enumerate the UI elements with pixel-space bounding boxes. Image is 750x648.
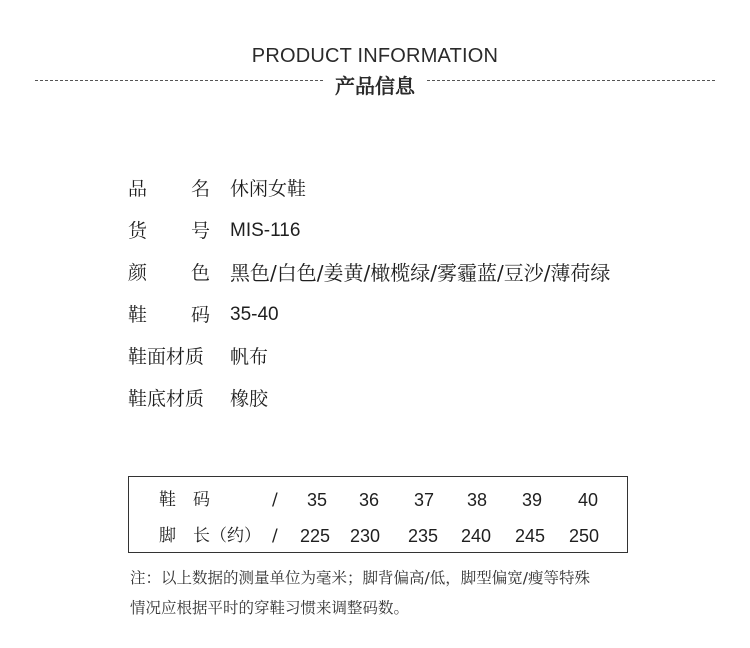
spec-label: 颜 色 [128, 262, 210, 284]
spec-label: 货 号 [128, 220, 210, 242]
spec-label: 鞋 码 [128, 304, 210, 326]
spec-value-product-name: 休闲女鞋 [230, 178, 307, 200]
spec-value-upper-material: 帆布 [230, 346, 269, 368]
size-cell: 40 [577, 490, 599, 510]
spec-label: 鞋底材质 [128, 388, 205, 410]
size-row-label-char: 鞋 [159, 490, 176, 510]
spec-value-sole-material: 橡胶 [230, 388, 269, 410]
size-cell: 39 [521, 490, 543, 510]
table-separator: / [272, 526, 278, 546]
foot-length-cell: 245 [514, 526, 546, 546]
section-title-english: PRODUCT INFORMATION [251, 45, 499, 67]
spec-label: 鞋面材质 [128, 346, 205, 368]
spec-value-colors: 黑色/白色/姜黄/橄榄绿/雾霾蓝/豆沙/薄荷绿 [230, 261, 611, 285]
foot-length-cell: 250 [568, 526, 600, 546]
size-cell: 38 [466, 490, 488, 510]
length-row-label-char: 脚 [159, 526, 176, 546]
foot-length-cell: 225 [299, 526, 331, 546]
foot-length-cell: 240 [460, 526, 492, 546]
foot-length-cell: 230 [349, 526, 381, 546]
size-row-label-char: 码 [193, 490, 210, 510]
size-cell: 37 [413, 490, 435, 510]
spec-value-size-range: 35-40 [230, 304, 279, 325]
table-separator: / [272, 490, 278, 510]
note-line: 注：以上数据的测量单位为毫米；脚背偏高/低，脚型偏宽/瘦等特殊 [130, 569, 590, 587]
spec-value-item-number: MIS-116 [230, 220, 301, 241]
length-row-label-text: 长（约） [193, 526, 261, 546]
size-cell: 36 [358, 490, 380, 510]
section-title-chinese: 产品信息 [335, 74, 415, 98]
note-line: 情况应根据平时的穿鞋习惯来调整码数。 [130, 599, 410, 617]
size-cell: 35 [306, 490, 328, 510]
size-chart-table [128, 476, 628, 553]
spec-label: 品 名 [128, 178, 210, 200]
foot-length-cell: 235 [407, 526, 439, 546]
